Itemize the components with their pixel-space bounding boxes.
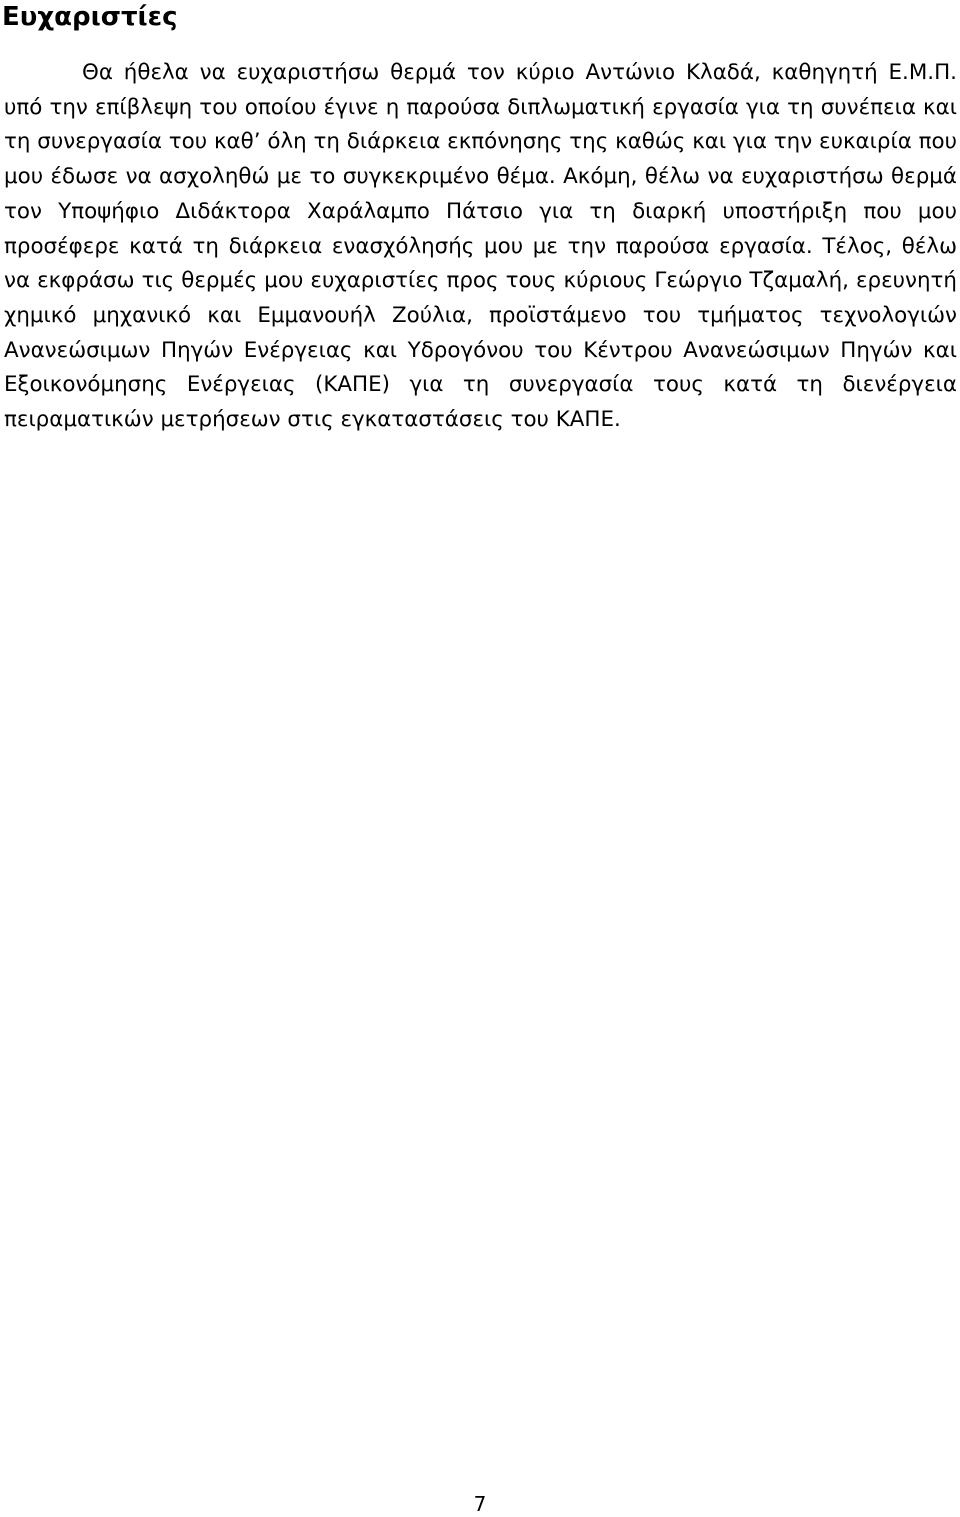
acknowledgements-paragraph: Θα ήθελα να ευχαριστήσω θερμά τον κύριο Αντώνιο Κλαδά, καθηγητή Ε.Μ.Π. υπό την επίβλεψη του οποίου έγινε η παρούσα διπλωματική εργασία για τη συνέπεια και τη συνεργασία του καθ’ όλη τη διάρκεια εκπόνησης της καθώς και για την ευκαιρία που μου έδωσε να ασχοληθώ με το συγκεκριμένο θέμα. Ακόμη, θέλω να ευχαριστήσω θερμά τον Υποψήφιο Διδάκτορα Χαράλαμπο Πάτσιο για τη διαρκή υποστήριξη που μου προσέφερε κατά τη διάρκεια ενασχόλησής μου με την παρούσα εργασία. Τέλος, θέλω να εκφράσω τις θερμές μου ευχαριστίες προς τους κύριους Γεώργιο Τζαμαλή, ερευνητή χημικό μηχανικό και Εμμανουήλ Ζούλια, προϊστάμενο του τμήματος τεχνολογιών Ανανεώσιμων Πηγών Ενέργειας και Υδρογόνου του Κέντρου Ανανεώσιμων Πηγών και Εξοικονόμησης Ενέργειας (ΚΑΠΕ) για τη συνεργασία τους κατά τη διενέργεια πειραματικών μετρήσεων στις εγκαταστάσεις του ΚΑΠΕ.: [4, 60, 957, 433]
page-title: Ευχαριστίες: [2, 2, 178, 32]
page-number: 7: [473, 1492, 487, 1516]
